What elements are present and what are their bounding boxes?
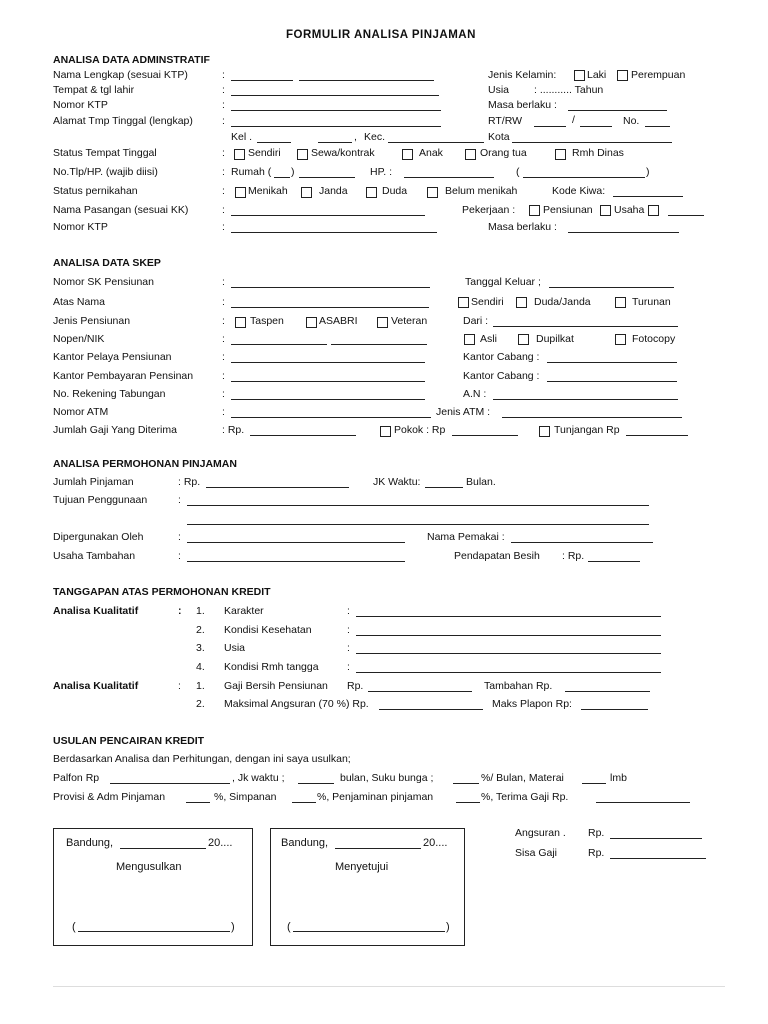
label-karakter: Karakter xyxy=(224,605,264,617)
gaji-bersih-field[interactable] xyxy=(368,680,472,692)
suku-bunga-field[interactable] xyxy=(453,772,479,784)
label-tambahan: Tambahan Rp. xyxy=(484,680,553,692)
label-sendiri: Sendiri xyxy=(248,147,281,159)
label-simpanan: %, Simpanan xyxy=(214,791,277,803)
label-kualitatif-2: Analisa Kualitatif xyxy=(53,680,139,692)
label-jk-waktu-usulan: , Jk waktu ; xyxy=(232,772,285,784)
checkbox-anak[interactable] xyxy=(402,149,413,160)
jenis-atm-field[interactable] xyxy=(502,406,682,418)
kantor-cabang-2-field[interactable] xyxy=(547,370,677,382)
label-duda: Duda xyxy=(382,185,408,197)
label-atas-nama: Atas Nama xyxy=(53,296,105,308)
signature-name-mengusulkan[interactable] xyxy=(78,920,230,932)
item-number: 2. xyxy=(196,624,205,636)
ktp-pasangan-field[interactable] xyxy=(231,221,437,233)
checkbox-belum-menikah[interactable] xyxy=(427,187,438,198)
label-dupilkat: Dupilkat xyxy=(536,333,574,345)
checkbox-usaha-kerja[interactable] xyxy=(600,205,611,216)
label-alamat: Alamat Tmp Tinggal (lengkap) xyxy=(53,115,193,127)
kantor-cabang-1-field[interactable] xyxy=(547,351,677,363)
label-sisa-gaji-rp: Rp. xyxy=(588,847,605,859)
maks-plapon-field[interactable] xyxy=(581,698,648,710)
label-ktp-pasangan: Nomor KTP xyxy=(53,221,108,233)
jumlah-pinjaman-field[interactable] xyxy=(206,476,349,488)
label-maks-plapon: Maks Plapon Rp: xyxy=(492,698,572,710)
item-number: 3. xyxy=(196,642,205,654)
label-pensiunan: Pensiunan xyxy=(543,204,593,216)
label-bandung: Bandung, xyxy=(281,837,329,849)
pemakai-field[interactable] xyxy=(511,531,653,543)
label-menikah: Menikah xyxy=(248,185,288,197)
label-jenis-atm: Jenis ATM : xyxy=(436,406,491,418)
form-title: FORMULIR ANALISA PINJAMAN xyxy=(286,29,476,41)
pendapatan-field[interactable] xyxy=(588,550,640,562)
label-turunan: Turunan xyxy=(632,296,671,308)
penjaminan-field[interactable] xyxy=(456,791,480,803)
label-year: 20.... xyxy=(423,837,448,849)
kode-kiwa-field[interactable] xyxy=(613,185,683,197)
label-usia: Usia xyxy=(488,84,510,96)
section-adm-heading: ANALISA DATA ADMINSTRATIF xyxy=(53,54,210,66)
label-rmh-tangga: Kondisi Rmh tangga xyxy=(224,661,319,673)
label-pemakai: Nama Pemakai : xyxy=(427,531,505,543)
alamat-field[interactable] xyxy=(231,115,441,127)
label-bandung: Bandung, xyxy=(66,837,114,849)
label-hp: HP. : xyxy=(370,166,392,178)
pokok-field[interactable] xyxy=(452,424,518,436)
label-usaha: Usaha xyxy=(614,204,645,216)
label-an: A.N : xyxy=(463,388,487,400)
checkbox-lainnya[interactable] xyxy=(648,205,659,216)
atm-field[interactable] xyxy=(231,406,431,418)
label-dari: Dari : xyxy=(463,315,489,327)
masa-berlaku-2-field[interactable] xyxy=(568,221,679,233)
label-usaha-tambahan: Usaha Tambahan xyxy=(53,550,136,562)
checkbox-dupilkat[interactable] xyxy=(518,334,529,345)
label-masa-berlaku-2: Masa berlaku : xyxy=(488,221,557,233)
checkbox-rmh-dinas[interactable] xyxy=(555,149,566,160)
label-usia-tanggapan: Usia xyxy=(224,642,246,654)
checkbox-ortu[interactable] xyxy=(465,149,476,160)
label-gaji: Jumlah Gaji Yang Diterima xyxy=(53,424,177,436)
atas-nama-field[interactable] xyxy=(231,296,429,308)
label-maks-angsuran: Maksimal Angsuran (70 %) Rp. xyxy=(224,698,369,710)
jk-waktu-field[interactable] xyxy=(425,476,463,488)
checkbox-pensiunan[interactable] xyxy=(529,205,540,216)
label-laki: Laki xyxy=(587,69,607,81)
signature-box-mengusulkan: Bandung, 20.... Mengusulkan ( ) xyxy=(53,828,253,946)
label-rtrw: RT/RW xyxy=(488,115,523,127)
checkbox-sewa[interactable] xyxy=(297,149,308,160)
checkbox-laki[interactable] xyxy=(574,70,585,81)
label-jenis-kelamin: Jenis Kelamin: xyxy=(488,69,557,81)
usia-tanggapan-field[interactable] xyxy=(356,642,661,654)
section-usulan-heading: USULAN PENCAIRAN KREDIT xyxy=(53,735,205,747)
label-atm: Nomor ATM xyxy=(53,406,109,418)
kel-field-b[interactable] xyxy=(318,131,352,143)
label-kode-kiwa: Kode Kiwa: xyxy=(552,185,606,197)
label-status-nikah: Status pernikahan xyxy=(53,185,138,197)
label-status-tinggal: Status Tempat Tinggal xyxy=(53,147,157,159)
provisi-field[interactable] xyxy=(186,791,210,803)
item-number: 4. xyxy=(196,661,205,673)
label-kesehatan: Kondisi Kesehatan xyxy=(224,624,312,636)
label-kec: Kec. xyxy=(364,131,386,143)
checkbox-skep-sendiri[interactable] xyxy=(458,297,469,308)
label-pekerjaan: Pekerjaan : xyxy=(462,204,516,216)
label-dipergunakan: Dipergunakan Oleh xyxy=(53,531,144,543)
label-sewa: Sewa/kontrak xyxy=(311,147,375,159)
gaji-field[interactable] xyxy=(250,424,356,436)
label-gaji-rp: : Rp. xyxy=(222,424,245,436)
rekening-field[interactable] xyxy=(231,388,425,400)
label-pokok: Pokok : Rp xyxy=(394,424,446,436)
checkbox-fotocopy[interactable] xyxy=(615,334,626,345)
checkbox-perempuan[interactable] xyxy=(617,70,628,81)
tujuan-field-1[interactable] xyxy=(187,494,649,506)
section-permohonan-heading: ANALISA PERMOHONAN PINJAMAN xyxy=(53,458,237,470)
signature-box-menyetujui: Bandung, 20.... Menyetujui ( ) xyxy=(270,828,465,946)
usulan-intro: Berdasarkan Analisa dan Perhitungan, dengan ini saya usulkan; xyxy=(53,753,351,765)
kantor-pelaya-field[interactable] xyxy=(231,351,425,363)
nama-field-b[interactable] xyxy=(299,69,434,81)
kesehatan-field[interactable] xyxy=(356,624,661,636)
tunjangan-field[interactable] xyxy=(626,424,688,436)
label-asabri: ASABRI xyxy=(319,315,358,327)
simpanan-field[interactable] xyxy=(292,791,316,803)
ktp-field[interactable] xyxy=(231,99,441,111)
label-kantor-cabang-2: Kantor Cabang : xyxy=(463,370,540,382)
label-bulan: Bulan. xyxy=(466,476,496,488)
label-year: 20.... xyxy=(208,837,233,849)
dari-field[interactable] xyxy=(493,315,678,327)
label-angsuran: Angsuran . xyxy=(515,827,566,839)
tujuan-field-2[interactable] xyxy=(187,513,649,525)
label-duda-janda: Duda/Janda xyxy=(534,296,591,308)
label-tunjangan: Tunjangan Rp xyxy=(554,424,620,436)
an-field[interactable] xyxy=(493,388,678,400)
label-asli: Asli xyxy=(480,333,497,345)
label-nopen: Nopen/NIK xyxy=(53,333,105,345)
label-materai: %/ Bulan, Materai xyxy=(481,772,564,784)
date-field-mengusulkan[interactable] xyxy=(120,837,206,849)
rumah-phone-field[interactable] xyxy=(299,166,355,178)
label-veteran: Veteran xyxy=(391,315,428,327)
label-rumah: Rumah ( xyxy=(231,166,272,178)
label-tujuan: Tujuan Penggunaan xyxy=(53,494,148,506)
ttl-field[interactable] xyxy=(231,84,439,96)
label-jumlah-rp: : Rp. xyxy=(178,476,201,488)
checkbox-sendiri[interactable] xyxy=(234,149,245,160)
tambahan-field[interactable] xyxy=(565,680,650,692)
label-no-sk: Nomor SK Pensiunan xyxy=(53,276,154,288)
label-no: No. xyxy=(623,115,640,127)
checkbox-asabri[interactable] xyxy=(306,317,317,328)
item-number: 1. xyxy=(196,605,205,617)
checkbox-tunjangan[interactable] xyxy=(539,426,550,437)
checkbox-janda[interactable] xyxy=(301,187,312,198)
label-kantor-cabang-1: Kantor Cabang : xyxy=(463,351,540,363)
label-perempuan: Perempuan xyxy=(631,69,686,81)
checkbox-asli[interactable] xyxy=(464,334,475,345)
footer-divider xyxy=(53,986,725,987)
label-anak: Anak xyxy=(419,147,443,159)
label-gaji-bersih-rp: Rp. xyxy=(347,680,364,692)
label-ttl: Tempat & tgl lahir xyxy=(53,84,135,96)
checkbox-duda[interactable] xyxy=(366,187,377,198)
pasangan-field[interactable] xyxy=(231,204,425,216)
dipergunakan-field[interactable] xyxy=(187,531,405,543)
no-sk-field[interactable] xyxy=(231,276,430,288)
label-kualitatif-1: Analisa Kualitatif xyxy=(53,605,139,617)
kantor-bayar-field[interactable] xyxy=(231,370,425,382)
label-jenis-pensiunan: Jenis Pensiunan xyxy=(53,315,131,327)
rumah-area-field[interactable] xyxy=(274,166,290,178)
label-fotocopy: Fotocopy xyxy=(632,333,676,345)
checkbox-pokok[interactable] xyxy=(380,426,391,437)
label-angsuran-rp: Rp. xyxy=(588,827,605,839)
label-pendapatan: Pendapatan Besih xyxy=(454,550,540,562)
karakter-field[interactable] xyxy=(356,605,661,617)
angsuran-field[interactable] xyxy=(610,827,702,839)
label-suku-bunga: bulan, Suku bunga ; xyxy=(340,772,434,784)
nik-field[interactable] xyxy=(331,333,427,345)
label-kantor-pelaya: Kantor Pelaya Pensiunan xyxy=(53,351,172,363)
maks-angsuran-field[interactable] xyxy=(379,698,483,710)
sisa-gaji-field[interactable] xyxy=(610,847,706,859)
label-rmh-dinas: Rmh Dinas xyxy=(572,147,624,159)
usia-value: : ........... Tahun xyxy=(534,84,604,96)
palfon-field[interactable] xyxy=(110,772,230,784)
section-skep-heading: ANALISA DATA SKEP xyxy=(53,257,161,269)
rt-field[interactable] xyxy=(534,115,566,127)
label-tgl-keluar: Tanggal Keluar ; xyxy=(465,276,541,288)
rw-field[interactable] xyxy=(580,115,612,127)
label-palfon: Palfon Rp xyxy=(53,772,100,784)
tgl-keluar-field[interactable] xyxy=(549,276,674,288)
rmh-tangga-field[interactable] xyxy=(356,661,661,673)
label-kantor-bayar: Kantor Pembayaran Pensinan xyxy=(53,370,194,382)
label-belum-menikah: Belum menikah xyxy=(445,185,518,197)
date-field-menyetujui[interactable] xyxy=(335,837,421,849)
label-taspen: Taspen xyxy=(250,315,284,327)
label-ortu: Orang tua xyxy=(480,147,527,159)
label-terima-gaji: %, Terima Gaji Rp. xyxy=(481,791,569,803)
materai-field[interactable] xyxy=(582,772,606,784)
label-skep-sendiri: Sendiri xyxy=(471,296,504,308)
label-masa-berlaku: Masa berlaku : xyxy=(488,99,557,111)
pekerjaan-lain-field[interactable] xyxy=(668,204,704,216)
label-nama: Nama Lengkap (sesuai KTP) xyxy=(53,69,188,81)
signature-name-menyetujui[interactable] xyxy=(293,920,445,932)
usaha-tambahan-field[interactable] xyxy=(187,550,405,562)
hp-field[interactable] xyxy=(404,166,494,178)
nopen-field[interactable] xyxy=(231,333,327,345)
label-lmb: lmb xyxy=(610,772,627,784)
label-janda: Janda xyxy=(319,185,348,197)
label-rekening: No. Rekening Tabungan xyxy=(53,388,166,400)
label-jumlah-pinjaman: Jumlah Pinjaman xyxy=(53,476,134,488)
label-provisi: Provisi & Adm Pinjaman xyxy=(53,791,166,803)
label-jk-waktu: JK Waktu: xyxy=(373,476,421,488)
masa-berlaku-field[interactable] xyxy=(568,99,667,111)
label-penjaminan: %, Penjaminan pinjaman xyxy=(317,791,434,803)
checkbox-menikah[interactable] xyxy=(235,187,246,198)
label-menyetujui: Menyetujui xyxy=(335,861,389,873)
no-field[interactable] xyxy=(645,115,670,127)
label-kel: Kel . xyxy=(231,131,253,143)
checkbox-taspen[interactable] xyxy=(235,317,246,328)
checkbox-turunan[interactable] xyxy=(615,297,626,308)
terima-gaji-field[interactable] xyxy=(596,791,690,803)
label-pendapatan-rp: : Rp. xyxy=(562,550,585,562)
label-kota: Kota xyxy=(488,131,510,143)
checkbox-duda-janda[interactable] xyxy=(516,297,527,308)
label-gaji-bersih: Gaji Bersih Pensiunan xyxy=(224,680,328,692)
kel-field-a[interactable] xyxy=(257,131,291,143)
nama-field-a[interactable] xyxy=(231,69,293,81)
jk-waktu-usulan-field[interactable] xyxy=(298,772,334,784)
label-sisa-gaji: Sisa Gaji xyxy=(515,847,558,859)
checkbox-veteran[interactable] xyxy=(377,317,388,328)
section-tanggapan-heading: TANGGAPAN ATAS PERMOHONAN KREDIT xyxy=(53,586,271,598)
hp2-field[interactable] xyxy=(523,166,645,178)
label-tlp: No.Tlp/HP. (wajib diisi) xyxy=(53,166,158,178)
kec-field[interactable] xyxy=(388,131,484,143)
kota-field[interactable] xyxy=(512,131,672,143)
label-pasangan: Nama Pasangan (sesuai KK) xyxy=(53,204,189,216)
label-ktp: Nomor KTP xyxy=(53,99,108,111)
label-mengusulkan: Mengusulkan xyxy=(116,861,182,873)
